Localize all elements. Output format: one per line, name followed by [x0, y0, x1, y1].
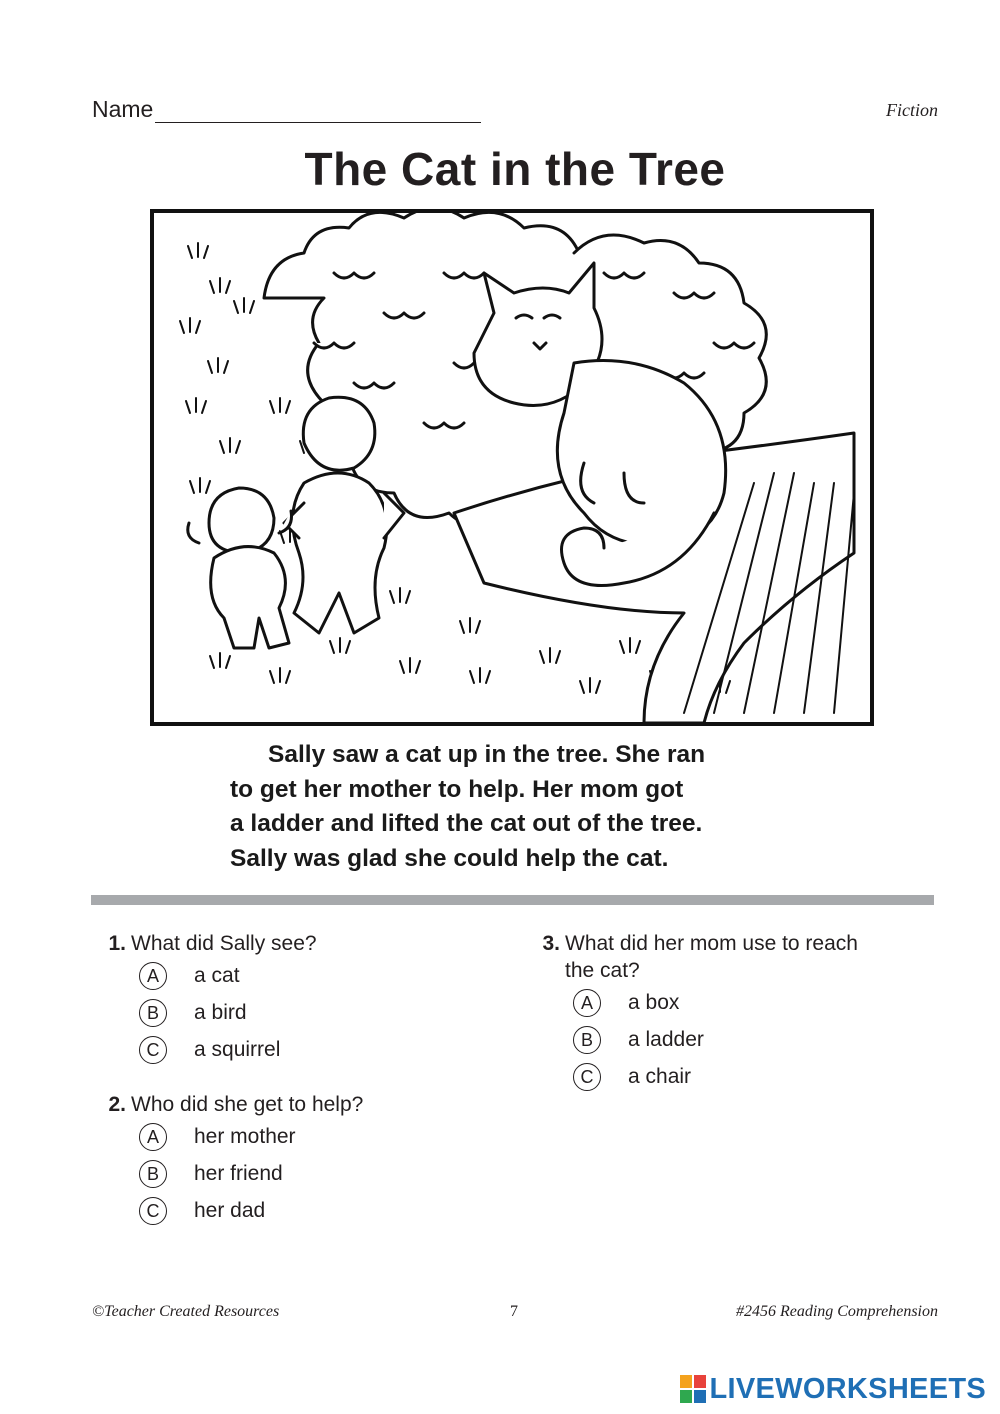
question-number: 3. [542, 932, 560, 955]
choice-label: a chair [628, 1065, 692, 1088]
question-2 [100, 1091, 363, 1118]
answer-bubble[interactable]: A [139, 962, 167, 990]
answer-bubble[interactable]: B [573, 1026, 601, 1054]
question-3 [534, 930, 858, 984]
answer-bubble[interactable]: B [139, 1160, 167, 1188]
page-title: The Cat in the Tree [304, 143, 726, 195]
choice-label: a ladder [628, 1028, 704, 1051]
answer-bubble[interactable]: B [139, 999, 167, 1027]
liveworksheets-logo-icon [680, 1375, 706, 1403]
choice-label: a squirrel [194, 1038, 281, 1061]
footer-publisher: ©Teacher Created Resources [92, 1303, 280, 1320]
story-line: a ladder and lifted the cat out of the tree. [230, 810, 703, 837]
choice-label: her dad [194, 1199, 266, 1222]
answer-bubble[interactable]: C [573, 1063, 601, 1091]
question-number: 1. [108, 932, 126, 955]
choice-label: a box [628, 991, 680, 1014]
question-text: What did Sally see? [131, 932, 317, 955]
answer-bubble[interactable]: C [139, 1036, 167, 1064]
choice-label: a cat [194, 964, 240, 987]
story-line: to get her mother to help. Her mom got [230, 775, 684, 803]
name-field[interactable] [92, 96, 481, 123]
name-label: Name [92, 96, 154, 122]
question-number: 2. [108, 1093, 126, 1116]
choice-label: a bird [194, 1001, 247, 1024]
answer-bubble[interactable]: A [573, 989, 601, 1017]
name-blank[interactable] [155, 100, 481, 123]
story-line: Sally saw a cat up in the tree. She ran [268, 741, 706, 768]
section-divider [91, 895, 934, 905]
story-line: Sally was glad she could help the cat. [230, 844, 669, 872]
genre-label: Fiction [886, 100, 938, 120]
question-1 [100, 930, 317, 957]
cat-in-tree-illustration [150, 209, 874, 726]
question-text: What did her mom use to reach the cat? [565, 932, 858, 982]
choice-label: her friend [194, 1162, 283, 1185]
question-text: Who did she get to help? [131, 1093, 364, 1116]
answer-bubble[interactable]: A [139, 1123, 167, 1151]
liveworksheets-brand[interactable] [680, 1372, 987, 1406]
choice-label: her mother [194, 1125, 296, 1148]
brand-wordmark: LIVEWORKSHEETS [709, 1372, 986, 1405]
girl-figure [188, 488, 292, 648]
footer-book: #2456 Reading Comprehension [735, 1303, 938, 1320]
page-number: 7 [510, 1303, 518, 1320]
story-passage [230, 738, 830, 876]
answer-bubble[interactable]: C [139, 1197, 167, 1225]
